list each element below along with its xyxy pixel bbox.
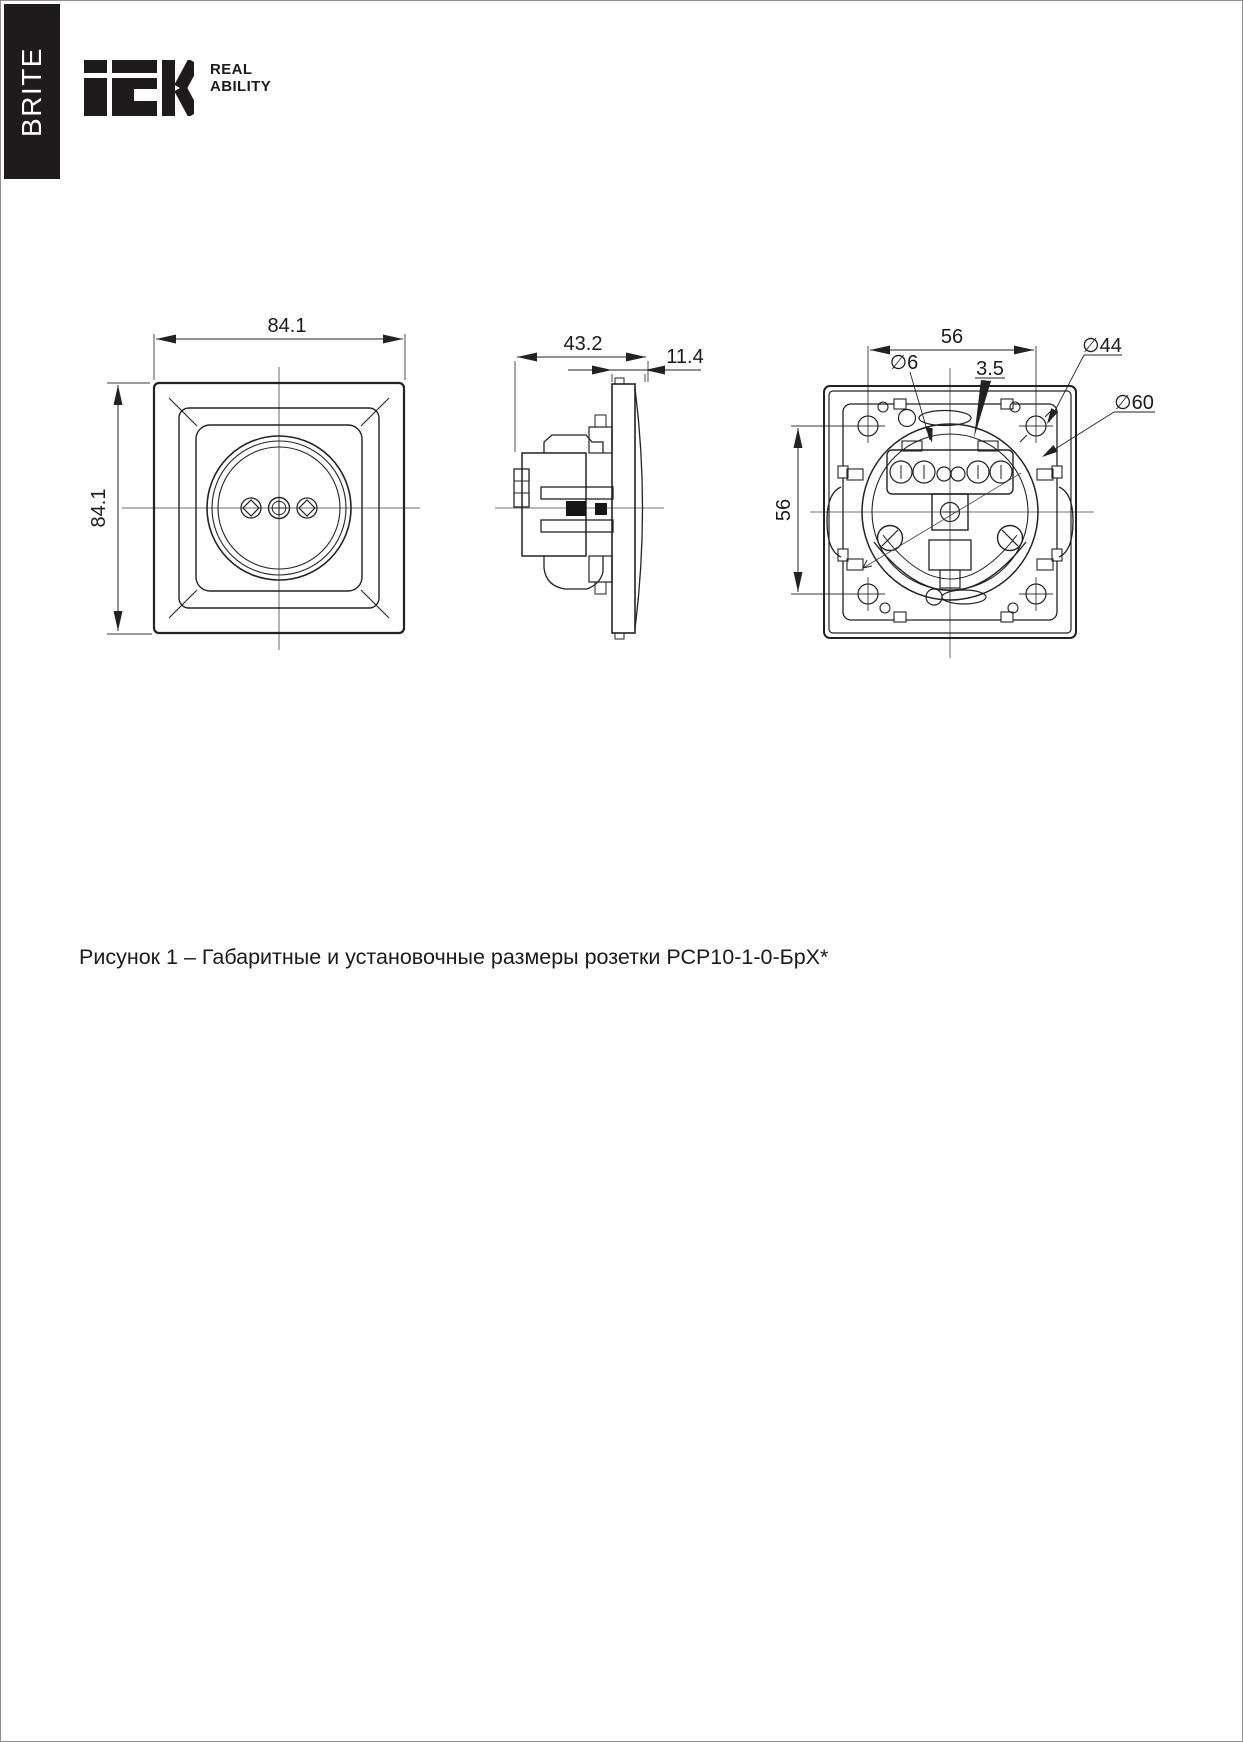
figure-caption: Рисунок 1 – Габаритные и установочные размеры розетки РСР10-1-0-БрХ*	[79, 945, 829, 969]
dim-back-hole-spacing-v: 56	[773, 498, 795, 522]
figure-canvas	[1, 1, 1243, 1742]
back-view-drawing	[773, 326, 1155, 658]
series-label: BRITE	[16, 46, 47, 137]
side-view-drawing	[495, 333, 704, 639]
dim-back-hole-spacing-h: 56	[940, 326, 964, 348]
dim-side-plate: 11.4	[666, 346, 704, 368]
dim-front-width: 84.1	[267, 315, 307, 337]
dim-back-frame-offset: 3.5	[976, 358, 1004, 380]
front-view-drawing	[88, 315, 420, 650]
dim-side-depth: 43.2	[563, 333, 603, 355]
dim-back-dia44: ∅44	[1082, 335, 1122, 357]
tagline-line2: ABILITY	[210, 78, 272, 95]
dim-back-hole-dia: ∅6	[889, 352, 919, 374]
dim-front-height: 84.1	[88, 488, 110, 528]
tagline-line1: REAL	[210, 61, 253, 78]
dim-back-dia60: ∅60	[1114, 392, 1154, 414]
